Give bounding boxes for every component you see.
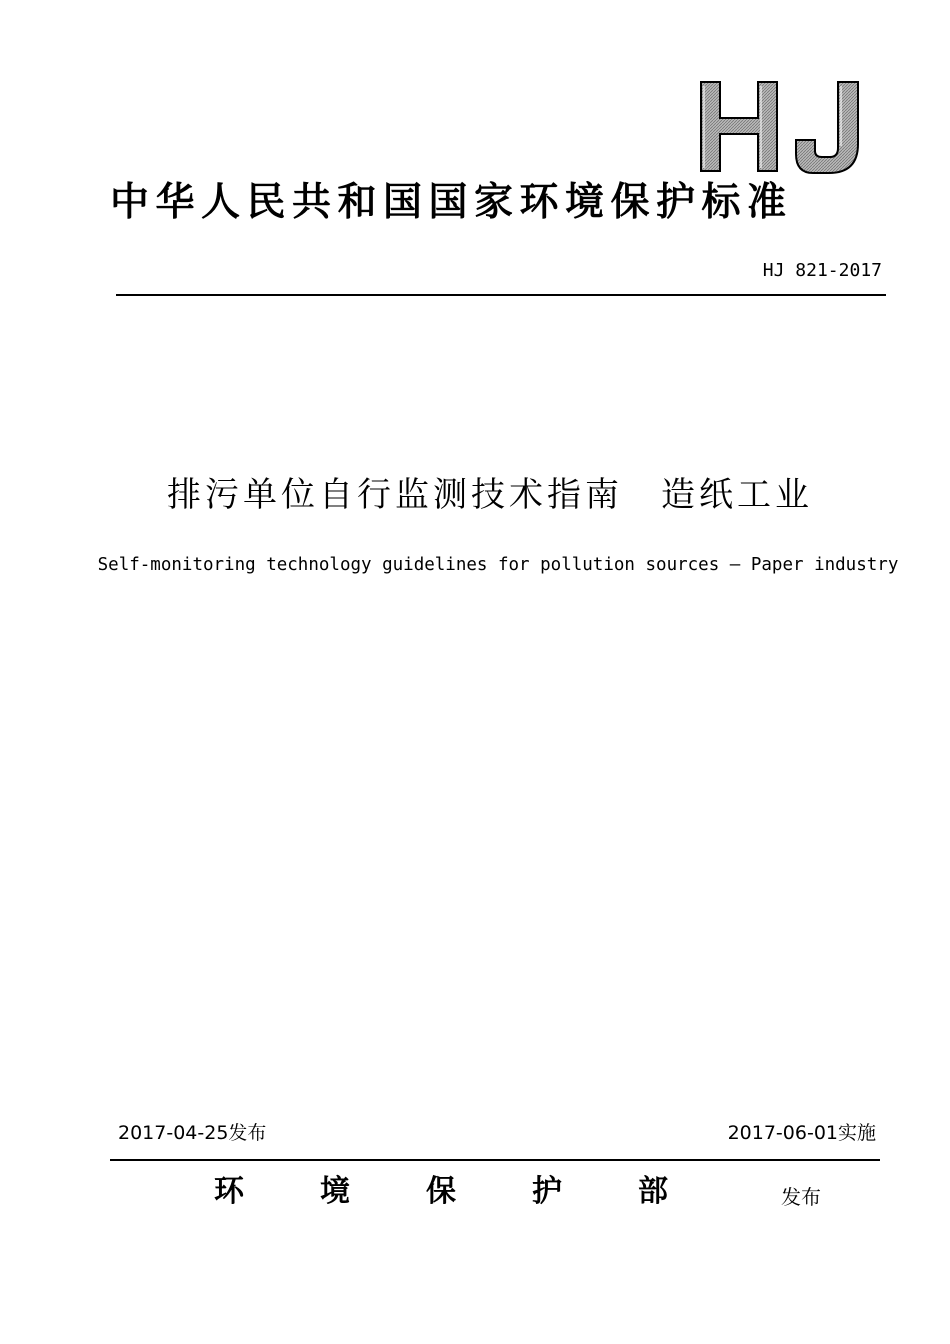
org-title: 中华人民共和国国家环境保护标准 (110, 179, 793, 225)
chinese-title: 排污单位自行监测技术指南 造纸工业 (167, 475, 813, 515)
hj-logo (698, 78, 863, 176)
standard-number: HJ 821-2017 (762, 260, 882, 281)
footer-divider (110, 1159, 880, 1161)
hj-logo-letters (701, 82, 858, 173)
publisher-name: 环境保护部 (214, 1174, 744, 1209)
english-title: Self-monitoring technology guidelines for pollution sources — Paper industry (97, 555, 899, 575)
publish-label: 发布 (781, 1185, 821, 1209)
issue-date: 2017-04-25发布 (118, 1122, 267, 1144)
header-divider (116, 294, 886, 296)
implementation-date: 2017-06-01实施 (727, 1122, 876, 1144)
